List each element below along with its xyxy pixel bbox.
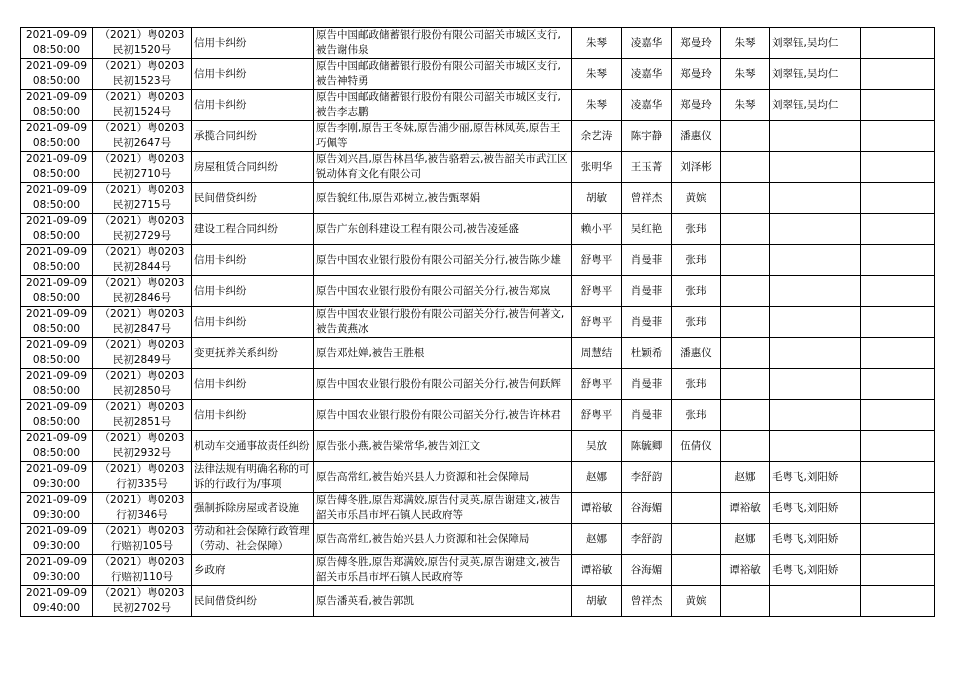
- clerk-cell: 凌嘉华: [622, 90, 672, 121]
- assistant-cell: [672, 462, 721, 493]
- table-row: [21, 493, 935, 524]
- panel-members-cell: 刘翠钰,吴均仁: [770, 90, 861, 121]
- panel-members-cell: [770, 338, 861, 369]
- parties-cell: 原告刘兴昌,原告林昌华,被告骆碧云,被告韶关市武江区锐动体育文化有限公司: [314, 152, 572, 183]
- hearing-time-cell: 2021-09-09 08:50:00: [21, 369, 93, 400]
- panel-members-cell: [770, 245, 861, 276]
- table-row: [21, 276, 935, 307]
- judge-cell: 赵娜: [572, 462, 622, 493]
- panel-members-cell: [770, 586, 861, 617]
- case-cause-cell: 强制拆除房屋或者设施: [192, 493, 314, 524]
- table-row: [21, 28, 935, 59]
- hearing-time-cell: 2021-09-09 08:50:00: [21, 90, 93, 121]
- empty-cell: [861, 338, 935, 369]
- judge-cell: 余艺涛: [572, 121, 622, 152]
- empty-cell: [861, 90, 935, 121]
- presiding-cell: 谭裕敏: [721, 555, 770, 586]
- presiding-cell: [721, 183, 770, 214]
- table-row: [21, 524, 935, 555]
- assistant-cell: 伍倩仪: [672, 431, 721, 462]
- assistant-cell: 黄嫔: [672, 183, 721, 214]
- case-number-cell: （2021）粤0203民初2710号: [93, 152, 192, 183]
- case-cause-cell: 民间借贷纠纷: [192, 183, 314, 214]
- hearing-time-cell: 2021-09-09 09:30:00: [21, 493, 93, 524]
- panel-members-cell: [770, 307, 861, 338]
- assistant-cell: 张玮: [672, 214, 721, 245]
- panel-members-cell: [770, 276, 861, 307]
- case-cause-cell: 信用卡纠纷: [192, 400, 314, 431]
- case-number-cell: （2021）粤0203民初2729号: [93, 214, 192, 245]
- case-number-cell: （2021）粤0203行初335号: [93, 462, 192, 493]
- case-number-cell: （2021）粤0203行赔初105号: [93, 524, 192, 555]
- assistant-cell: 郑曼玲: [672, 90, 721, 121]
- table-row: [21, 152, 935, 183]
- case-cause-cell: 乡政府: [192, 555, 314, 586]
- hearing-time-cell: 2021-09-09 08:50:00: [21, 121, 93, 152]
- clerk-cell: 曾祥杰: [622, 586, 672, 617]
- clerk-cell: 谷海媚: [622, 555, 672, 586]
- clerk-cell: 肖曼菲: [622, 307, 672, 338]
- assistant-cell: 潘惠仪: [672, 121, 721, 152]
- judge-cell: 朱琴: [572, 90, 622, 121]
- clerk-cell: 吴红艳: [622, 214, 672, 245]
- parties-cell: 原告貌红伟,原告邓树立,被告甄翠娟: [314, 183, 572, 214]
- case-cause-cell: 机动车交通事故责任纠纷: [192, 431, 314, 462]
- judge-cell: 胡敏: [572, 586, 622, 617]
- presiding-cell: 赵娜: [721, 524, 770, 555]
- case-cause-cell: 信用卡纠纷: [192, 59, 314, 90]
- clerk-cell: 李舒韵: [622, 524, 672, 555]
- parties-cell: 原告中国农业银行股份有限公司韶关分行,被告陈少雄: [314, 245, 572, 276]
- judge-cell: 朱琴: [572, 28, 622, 59]
- clerk-cell: 陈毓卿: [622, 431, 672, 462]
- case-cause-cell: 信用卡纠纷: [192, 276, 314, 307]
- judge-cell: 谭裕敏: [572, 493, 622, 524]
- table-row: [21, 462, 935, 493]
- parties-cell: 原告高常红,被告始兴县人力资源和社会保障局: [314, 524, 572, 555]
- panel-members-cell: [770, 183, 861, 214]
- judge-cell: 周慧结: [572, 338, 622, 369]
- hearing-time-cell: 2021-09-09 08:50:00: [21, 400, 93, 431]
- case-cause-cell: 信用卡纠纷: [192, 369, 314, 400]
- hearing-time-cell: 2021-09-09 08:50:00: [21, 276, 93, 307]
- empty-cell: [861, 28, 935, 59]
- hearing-time-cell: 2021-09-09 08:50:00: [21, 183, 93, 214]
- empty-cell: [861, 555, 935, 586]
- presiding-cell: 朱琴: [721, 59, 770, 90]
- presiding-cell: [721, 586, 770, 617]
- judge-cell: 舒粤平: [572, 276, 622, 307]
- presiding-cell: [721, 214, 770, 245]
- clerk-cell: 肖曼菲: [622, 369, 672, 400]
- case-number-cell: （2021）粤0203民初2702号: [93, 586, 192, 617]
- hearing-time-cell: 2021-09-09 08:50:00: [21, 307, 93, 338]
- parties-cell: 原告高常红,被告始兴县人力资源和社会保障局: [314, 462, 572, 493]
- hearing-time-cell: 2021-09-09 09:30:00: [21, 462, 93, 493]
- case-cause-cell: 法律法规有明确名称的可诉的行政行为/事项: [192, 462, 314, 493]
- presiding-cell: 朱琴: [721, 90, 770, 121]
- empty-cell: [861, 431, 935, 462]
- judge-cell: 吴放: [572, 431, 622, 462]
- case-cause-cell: 劳动和社会保障行政管理（劳动、社会保障）: [192, 524, 314, 555]
- case-cause-cell: 变更抚养关系纠纷: [192, 338, 314, 369]
- empty-cell: [861, 183, 935, 214]
- case-number-cell: （2021）粤0203行赔初110号: [93, 555, 192, 586]
- clerk-cell: 凌嘉华: [622, 59, 672, 90]
- clerk-cell: 王玉菁: [622, 152, 672, 183]
- clerk-cell: 陈宇静: [622, 121, 672, 152]
- case-cause-cell: 信用卡纠纷: [192, 245, 314, 276]
- case-cause-cell: 民间借贷纠纷: [192, 586, 314, 617]
- case-cause-cell: 信用卡纠纷: [192, 28, 314, 59]
- assistant-cell: [672, 493, 721, 524]
- assistant-cell: 郑曼玲: [672, 59, 721, 90]
- panel-members-cell: 毛粤飞,刘阳娇: [770, 493, 861, 524]
- panel-members-cell: [770, 121, 861, 152]
- presiding-cell: [721, 121, 770, 152]
- presiding-cell: 赵娜: [721, 462, 770, 493]
- clerk-cell: 凌嘉华: [622, 28, 672, 59]
- table-row: [21, 90, 935, 121]
- hearing-time-cell: 2021-09-09 09:40:00: [21, 586, 93, 617]
- table-row: [21, 400, 935, 431]
- hearing-time-cell: 2021-09-09 08:50:00: [21, 152, 93, 183]
- case-number-cell: （2021）粤0203民初2850号: [93, 369, 192, 400]
- case-cause-cell: 信用卡纠纷: [192, 307, 314, 338]
- empty-cell: [861, 276, 935, 307]
- empty-cell: [861, 152, 935, 183]
- case-number-cell: （2021）粤0203民初1523号: [93, 59, 192, 90]
- case-cause-cell: 承揽合同纠纷: [192, 121, 314, 152]
- assistant-cell: 张玮: [672, 369, 721, 400]
- presiding-cell: 朱琴: [721, 28, 770, 59]
- case-cause-cell: 建设工程合同纠纷: [192, 214, 314, 245]
- parties-cell: 原告中国邮政储蓄银行股份有限公司韶关市城区支行,被告李志鹏: [314, 90, 572, 121]
- table-row: [21, 431, 935, 462]
- hearing-time-cell: 2021-09-09 09:30:00: [21, 555, 93, 586]
- judge-cell: 赵娜: [572, 524, 622, 555]
- empty-cell: [861, 214, 935, 245]
- assistant-cell: 郑曼玲: [672, 28, 721, 59]
- empty-cell: [861, 59, 935, 90]
- empty-cell: [861, 245, 935, 276]
- panel-members-cell: 刘翠钰,吴均仁: [770, 59, 861, 90]
- case-cause-cell: 房屋租赁合同纠纷: [192, 152, 314, 183]
- table-row: [21, 59, 935, 90]
- empty-cell: [861, 586, 935, 617]
- panel-members-cell: [770, 400, 861, 431]
- parties-cell: 原告中国农业银行股份有限公司韶关分行,被告许林君: [314, 400, 572, 431]
- empty-cell: [861, 462, 935, 493]
- case-number-cell: （2021）粤0203民初1524号: [93, 90, 192, 121]
- panel-members-cell: 毛粤飞,刘阳娇: [770, 555, 861, 586]
- judge-cell: 舒粤平: [572, 400, 622, 431]
- table-row: [21, 183, 935, 214]
- parties-cell: 原告中国农业银行股份有限公司韶关分行,被告何著文,被告黄燕冰: [314, 307, 572, 338]
- parties-cell: 原告中国邮政储蓄银行股份有限公司韶关市城区支行,被告谢伟泉: [314, 28, 572, 59]
- table-row: [21, 586, 935, 617]
- presiding-cell: [721, 369, 770, 400]
- panel-members-cell: [770, 431, 861, 462]
- assistant-cell: 黄嫔: [672, 586, 721, 617]
- assistant-cell: 张玮: [672, 276, 721, 307]
- assistant-cell: 张玮: [672, 307, 721, 338]
- hearing-time-cell: 2021-09-09 08:50:00: [21, 59, 93, 90]
- panel-members-cell: [770, 152, 861, 183]
- clerk-cell: 曾祥杰: [622, 183, 672, 214]
- panel-members-cell: [770, 369, 861, 400]
- case-number-cell: （2021）粤0203民初2847号: [93, 307, 192, 338]
- table-row: [21, 338, 935, 369]
- panel-members-cell: 毛粤飞,刘阳娇: [770, 462, 861, 493]
- assistant-cell: 潘惠仪: [672, 338, 721, 369]
- case-number-cell: （2021）粤0203民初2932号: [93, 431, 192, 462]
- parties-cell: 原告中国农业银行股份有限公司韶关分行,被告郑岚: [314, 276, 572, 307]
- table-body: [21, 28, 935, 617]
- parties-cell: 原告潘英看,被告郭凯: [314, 586, 572, 617]
- panel-members-cell: 毛粤飞,刘阳娇: [770, 524, 861, 555]
- parties-cell: 原告中国邮政储蓄银行股份有限公司韶关市城区支行,被告神特勇: [314, 59, 572, 90]
- hearing-time-cell: 2021-09-09 08:50:00: [21, 214, 93, 245]
- hearing-time-cell: 2021-09-09 08:50:00: [21, 28, 93, 59]
- clerk-cell: 肖曼菲: [622, 276, 672, 307]
- parties-cell: 原告傅冬胜,原告郑满姣,原告付灵英,原告谢建文,被告韶关市乐昌市坪石镇人民政府等: [314, 493, 572, 524]
- table-row: [21, 307, 935, 338]
- hearing-time-cell: 2021-09-09 08:50:00: [21, 338, 93, 369]
- presiding-cell: [721, 400, 770, 431]
- judge-cell: 舒粤平: [572, 307, 622, 338]
- table-row: [21, 555, 935, 586]
- judge-cell: 胡敏: [572, 183, 622, 214]
- judge-cell: 张明华: [572, 152, 622, 183]
- case-number-cell: （2021）粤0203民初2851号: [93, 400, 192, 431]
- assistant-cell: 刘泽彬: [672, 152, 721, 183]
- panel-members-cell: 刘翠钰,吴均仁: [770, 28, 861, 59]
- empty-cell: [861, 400, 935, 431]
- table-row: [21, 369, 935, 400]
- hearing-schedule-table: [20, 27, 935, 617]
- hearing-time-cell: 2021-09-09 08:50:00: [21, 431, 93, 462]
- empty-cell: [861, 121, 935, 152]
- empty-cell: [861, 307, 935, 338]
- hearing-time-cell: 2021-09-09 09:30:00: [21, 524, 93, 555]
- clerk-cell: 杜颖希: [622, 338, 672, 369]
- presiding-cell: [721, 431, 770, 462]
- presiding-cell: [721, 307, 770, 338]
- parties-cell: 原告中国农业银行股份有限公司韶关分行,被告何跃辉: [314, 369, 572, 400]
- case-cause-cell: 信用卡纠纷: [192, 90, 314, 121]
- table-row: [21, 121, 935, 152]
- judge-cell: 谭裕敏: [572, 555, 622, 586]
- empty-cell: [861, 524, 935, 555]
- judge-cell: 朱琴: [572, 59, 622, 90]
- panel-members-cell: [770, 214, 861, 245]
- empty-cell: [861, 493, 935, 524]
- assistant-cell: 张玮: [672, 245, 721, 276]
- presiding-cell: [721, 338, 770, 369]
- presiding-cell: [721, 152, 770, 183]
- parties-cell: 原告傅冬胜,原告郑满姣,原告付灵英,原告谢建文,被告韶关市乐昌市坪石镇人民政府等: [314, 555, 572, 586]
- parties-cell: 原告张小燕,被告梁常华,被告刘江文: [314, 431, 572, 462]
- presiding-cell: 谭裕敏: [721, 493, 770, 524]
- clerk-cell: 李舒韵: [622, 462, 672, 493]
- parties-cell: 原告广东创科建设工程有限公司,被告凌延盛: [314, 214, 572, 245]
- case-number-cell: （2021）粤0203民初2849号: [93, 338, 192, 369]
- presiding-cell: [721, 245, 770, 276]
- assistant-cell: 张玮: [672, 400, 721, 431]
- case-number-cell: （2021）粤0203民初2647号: [93, 121, 192, 152]
- hearing-time-cell: 2021-09-09 08:50:00: [21, 245, 93, 276]
- clerk-cell: 肖曼菲: [622, 245, 672, 276]
- case-number-cell: （2021）粤0203民初2846号: [93, 276, 192, 307]
- assistant-cell: [672, 555, 721, 586]
- parties-cell: 原告邓灶婵,被告王胜根: [314, 338, 572, 369]
- table-row: [21, 214, 935, 245]
- table-row: [21, 245, 935, 276]
- assistant-cell: [672, 524, 721, 555]
- clerk-cell: 谷海媚: [622, 493, 672, 524]
- case-number-cell: （2021）粤0203民初2844号: [93, 245, 192, 276]
- judge-cell: 舒粤平: [572, 369, 622, 400]
- judge-cell: 赖小平: [572, 214, 622, 245]
- judge-cell: 舒粤平: [572, 245, 622, 276]
- case-number-cell: （2021）粤0203民初1520号: [93, 28, 192, 59]
- case-number-cell: （2021）粤0203民初2715号: [93, 183, 192, 214]
- case-number-cell: （2021）粤0203行初346号: [93, 493, 192, 524]
- parties-cell: 原告李刚,原告王冬妹,原告浦少丽,原告林凤英,原告王巧佩等: [314, 121, 572, 152]
- clerk-cell: 肖曼菲: [622, 400, 672, 431]
- empty-cell: [861, 369, 935, 400]
- presiding-cell: [721, 276, 770, 307]
